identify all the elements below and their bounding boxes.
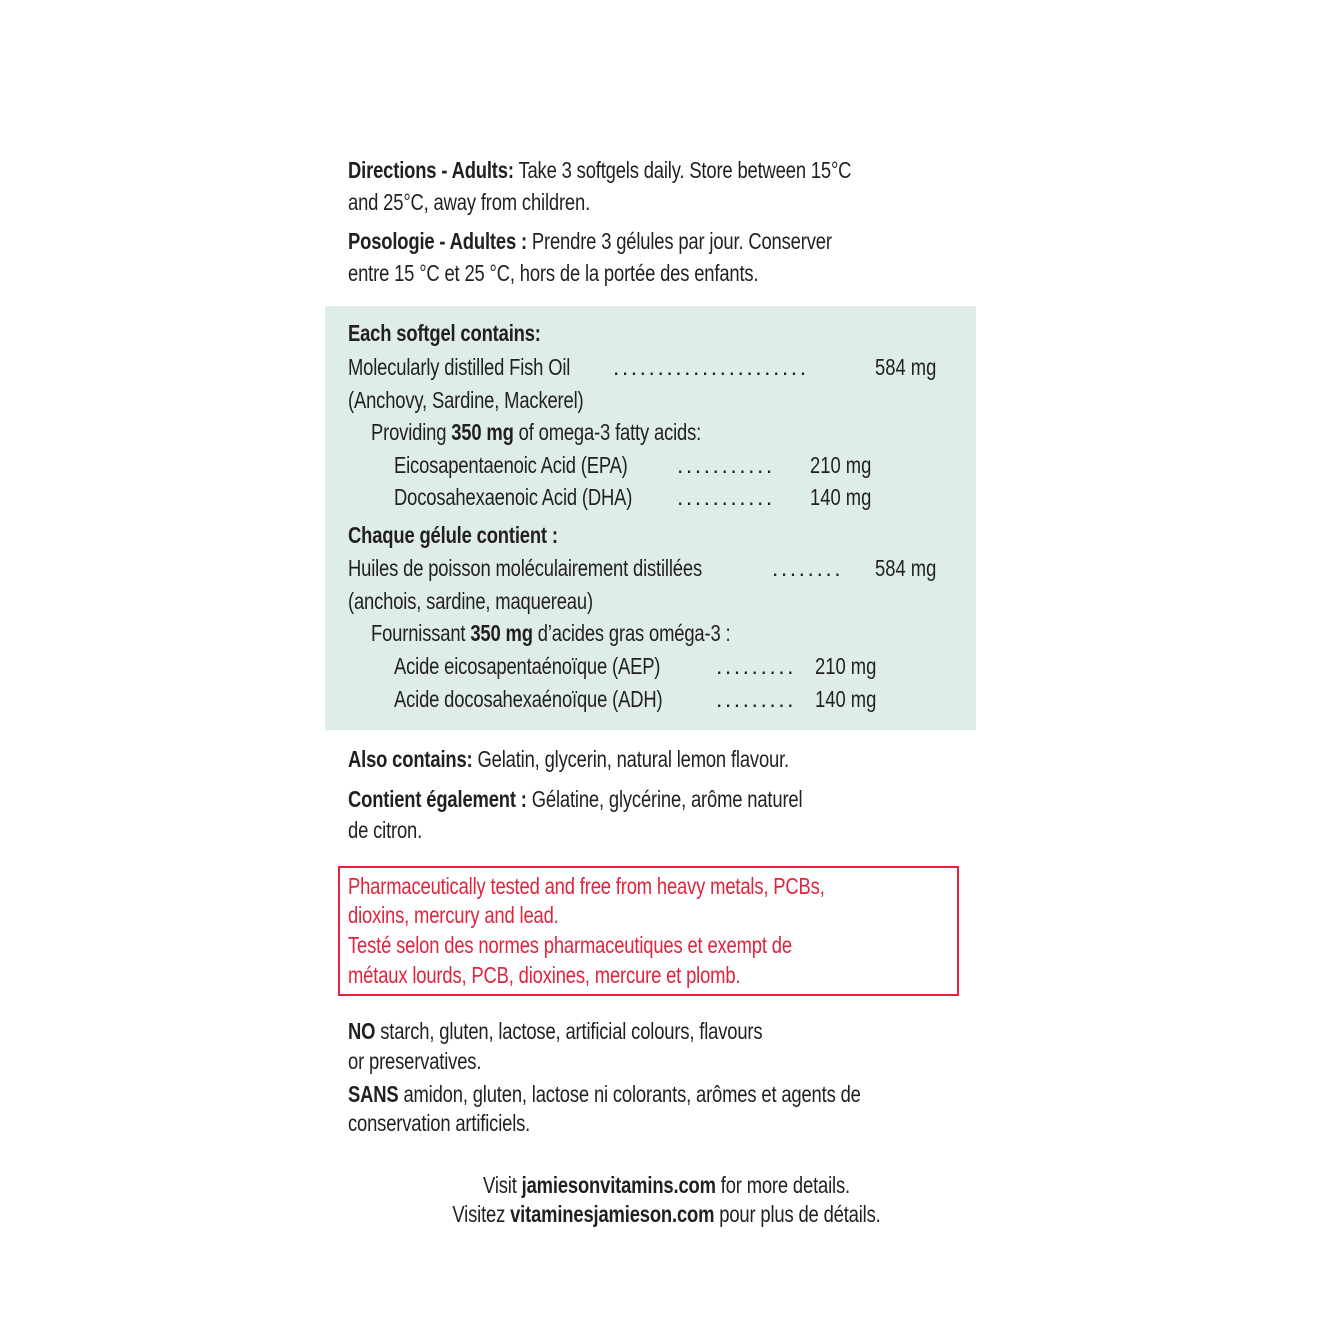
tested-fr-line-2: métaux lourds, PCB, dioxines, mercure et plomb. <box>348 962 741 988</box>
directions-fr-line-1: Posologie - Adultes : Prendre 3 gélules par jour. Conserver <box>348 228 832 254</box>
dha-fr-leader: ......... <box>716 686 797 712</box>
dha-en-leader: ........... <box>677 484 775 510</box>
omega3-en-line: Providing 350 mg of omega-3 fatty acids: <box>371 419 702 445</box>
dha-fr-label: Acide docosahexaénoïque (ADH) <box>394 686 663 712</box>
also-contains-en: Also contains: Gelatin, glycerin, natural lemon flavour. <box>348 746 790 772</box>
footer-en-link[interactable]: jamiesonvitamins.com <box>521 1172 716 1198</box>
fish-source-fr: (anchois, sardine, maquereau) <box>348 588 593 614</box>
fish-oil-fr-amount: 584 mg <box>875 555 937 581</box>
dha-en-amount: 140 mg <box>810 484 872 510</box>
free-from-en-line-1: NO starch, gluten, lactose, artificial colours, flavours <box>348 1018 763 1044</box>
directions-en-label: Directions - Adults: <box>348 157 514 183</box>
dha-fr-amount: 140 mg <box>815 686 877 712</box>
free-from-fr-line-1: SANS amidon, gluten, lactose ni colorants, arômes et agents de <box>348 1081 861 1107</box>
fish-oil-en-amount: 584 mg <box>875 354 937 380</box>
ingredients-fr-heading: Chaque gélule contient : <box>348 522 558 548</box>
tested-en-line-2: dioxins, mercury and lead. <box>348 902 559 928</box>
tested-fr-line-1: Testé selon des normes pharmaceutiques et exempt de <box>348 932 792 958</box>
directions-fr-label: Posologie - Adultes : <box>348 228 527 254</box>
directions-en-line-1: Directions - Adults: Take 3 softgels daily. Store between 15°C <box>348 157 852 183</box>
fish-source-en: (Anchovy, Sardine, Mackerel) <box>348 387 584 413</box>
free-from-en-line-2: or preservatives. <box>348 1048 482 1074</box>
epa-fr-label: Acide eicosapentaénoïque (AEP) <box>394 653 661 679</box>
also-contains-fr-line-1: Contient également : Gélatine, glycérine, arôme naturel <box>348 786 803 812</box>
omega3-fr-line: Fournissant 350 mg d’acides gras oméga-3 : <box>371 620 731 646</box>
ingredients-en-heading: Each softgel contains: <box>348 320 541 346</box>
footer-en: Visit jamiesonvitamins.com for more details. <box>483 1172 850 1198</box>
epa-fr-amount: 210 mg <box>815 653 877 679</box>
fish-oil-fr-label: Huiles de poisson moléculairement distillées <box>348 555 702 581</box>
also-contains-fr-line-2: de citron. <box>348 817 423 843</box>
epa-en-leader: ........... <box>677 452 775 478</box>
dha-en-label: Docosahexaenoic Acid (DHA) <box>394 484 633 510</box>
epa-en-label: Eicosapentaenoic Acid (EPA) <box>394 452 628 478</box>
fish-oil-en-leader: ...................... <box>613 354 809 380</box>
footer-fr-link[interactable]: vitaminesjamieson.com <box>510 1201 715 1227</box>
epa-en-amount: 210 mg <box>810 452 872 478</box>
tested-en-line-1: Pharmaceutically tested and free from heavy metals, PCBs, <box>348 873 825 899</box>
directions-en-line-2: and 25°C, away from children. <box>348 189 591 215</box>
directions-fr-line-2: entre 15 °C et 25 °C, hors de la portée des enfants. <box>348 260 759 286</box>
free-from-fr-line-2: conservation artificiels. <box>348 1110 531 1136</box>
epa-fr-leader: ......... <box>716 653 797 679</box>
fish-oil-fr-leader: ........ <box>772 555 844 581</box>
footer-fr: Visitez vitaminesjamieson.com pour plus de détails. <box>452 1201 881 1227</box>
fish-oil-en-label: Molecularly distilled Fish Oil <box>348 354 571 380</box>
